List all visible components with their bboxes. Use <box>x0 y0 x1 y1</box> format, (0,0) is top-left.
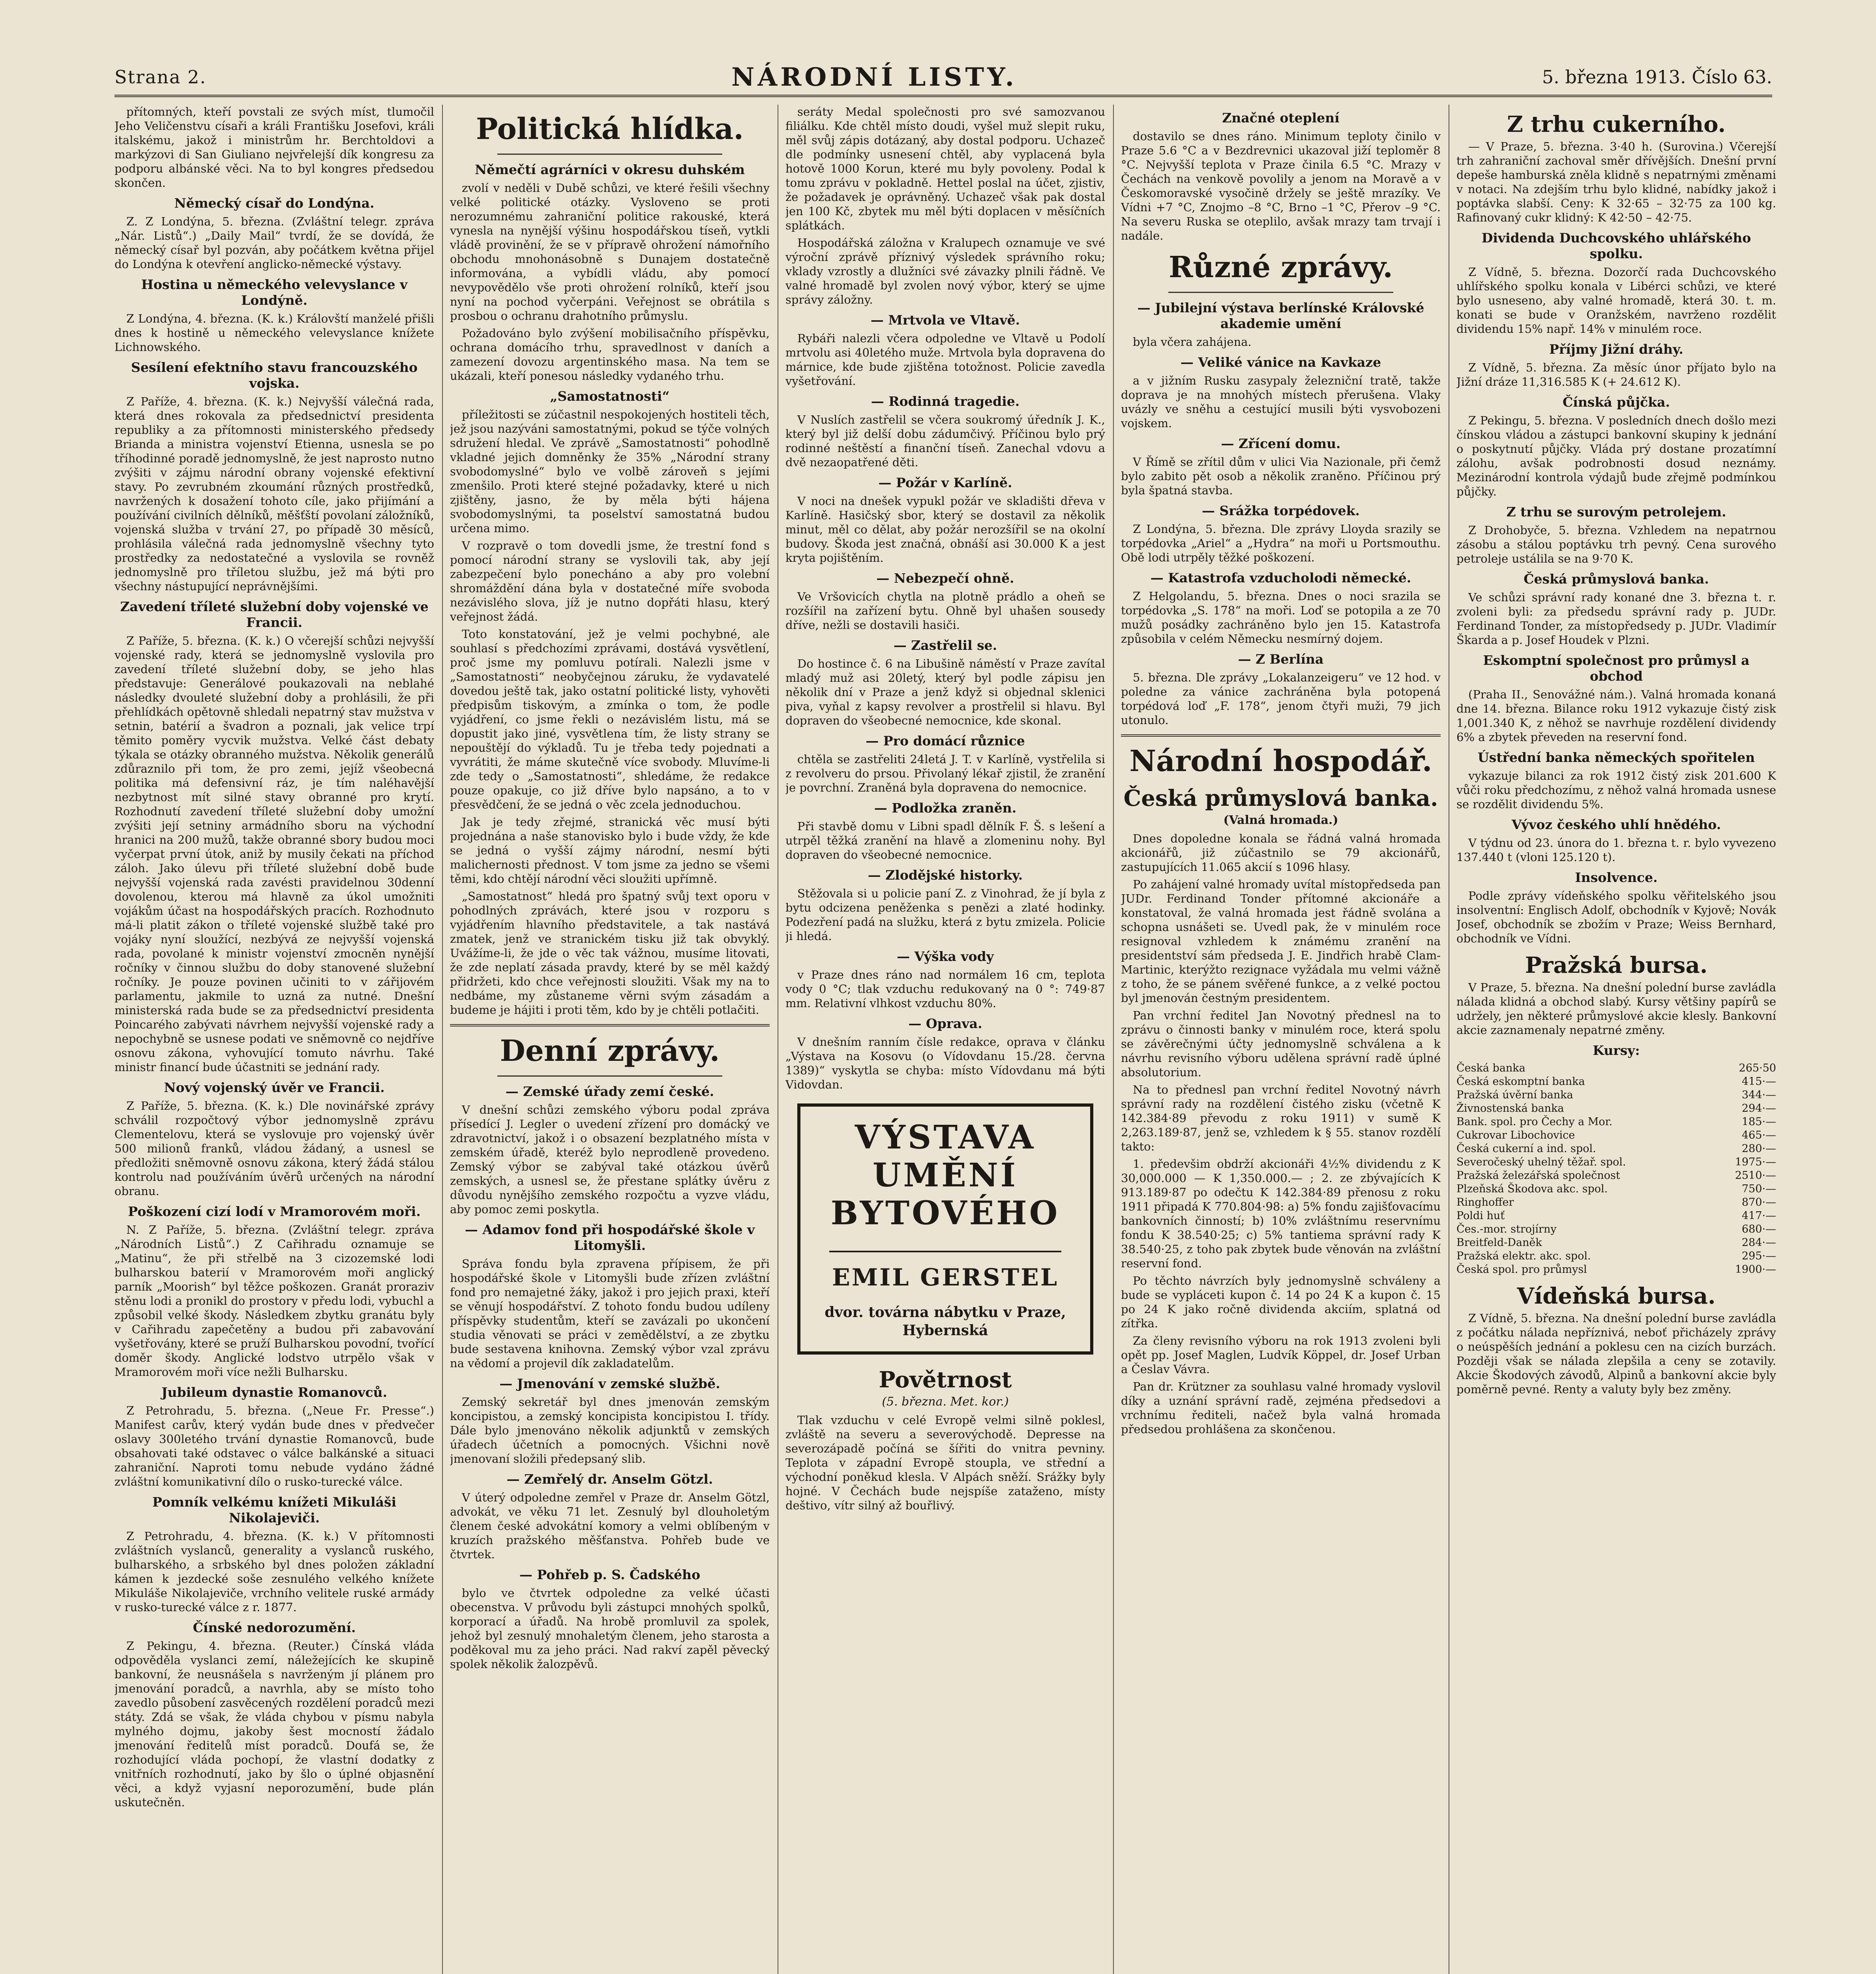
column-divider <box>1113 105 1114 1974</box>
table-label: Kursy: <box>1593 1043 1640 1058</box>
article-text: zvolí v neděli v Dubě schůzi, ve které řešili všechny velké politické otázky. Vysloveno se proti nerozumnému zahraniční politice rakouské, která vynesla na nynější výšinu hospodářskou tíseň, vytkli vládě provinění, že se v přípravě ohrožení námořního obchodu mnohonásobně s Dunajem dostatečně informována, a vybídli vládu, aby pomocí nevypovědělo vše proti ohrožení rolníků, kteří jsou nyní na pochod vyčerpáni. Veřejnost se obrátila s prosbou o ochranu drahotního průmyslu. <box>450 181 770 323</box>
stock-name: Cukrovar Libochovice <box>1456 1129 1575 1141</box>
article-heading: Příjmy Jižní dráhy. <box>1549 342 1683 357</box>
article-text: (Praha II., Senovážné nám.). Valná hromada konaná dne 14. března. Bilance roku 1912 vykazuje čistý zisk 1,001.340 K, z něhož se navrhuje rozdělení dividendy 6% a zbytek převeden na reservní fond. <box>1456 688 1776 744</box>
article-heading: — Z Berlína <box>1238 651 1324 667</box>
article-text: Z Paříže, 5. března. (K. k.) Dle novinářské zprávy schválil rozpočtový výbor jednomyslně zprávu Clementelovu, která se vyslovuje pro vojenský úvěr 500 milionů franků, vládou žádaný, a usnesl se předložiti sněmovně osnovu zákona, který žádá stálou kontrolu nad používáním úvěrů určených na národní obranu. <box>114 1099 434 1198</box>
article-text: Pan vrchní ředitel Jan Novotný přednesl na to zprávu o činnosti banky v minulém roce, která spolu se závěrečnými účty jednomyslně schválena a k návrhu revisního výboru udělena správní radě úplné absolutorium. <box>1121 1009 1441 1079</box>
article-heading: — Jmenování v zemské službě. <box>499 1376 720 1391</box>
article-heading: Pomník velkému knížeti Mikuláši Nikolajeviči. <box>152 1494 397 1526</box>
article-text: Z Vídně, 5. března. Na dnešní polední burse zavládla z počátku nálada nepříznivá, neboť přicházely zprávy o neúspěších jednání a poklesu cen na cizích burzách. Později však se nálada zlepšila a ceny se zotavily. Akcie Škodových závodů, Alpinů a bankovní akcie byly poměrně pevné. Renty a valuty byly bez změny. <box>1456 1312 1776 1396</box>
article-heading: Hostina u německého velevyslance v Londýně. <box>141 277 408 308</box>
article-text: Stěžovala si u policie paní Z. z Vinohrad, že jí byla z bytu odcizena peněženka s penězi a zlaté hodinky. Podezření padá na služku, která z bytu zmizela. Policie ji hledá. <box>785 887 1105 943</box>
stock-name: Česká cukerní a ind. spol. <box>1456 1143 1596 1155</box>
article-text: byla včera zahájena. <box>1133 335 1252 349</box>
article-text: Toto konstatování, jež je velmi pochybné, ale souhlasí s předchozími zprávami, dostává vysvětlení, proč jsme my pomluvu potírali. Nalezli jsme v „Samostatnosti“ neobyčejnou záruku, že vydavatelé dovedou ještě tak, jako ostatní politické listy, vyhověti předpisům tiskovým, a zmínka o tom, že podle vyjádření, co jsme řekli o nezávislém listu, má se dopustit jako jiné, vysvětlena tím, že listy strany se nepouštějí do výkladů. Tu je třeba tedy pojednati a vyvrátiti, že máme skutečně více svobody. Mluvíme-li zde tedy o „Samostatnosti“, shledáme, že redakce pouze opakuje, co již dříve bylo napsáno, a to v přesvědčení, že se jedná o věc zcela jednoduchou. <box>450 627 770 811</box>
stock-price: 870·— <box>1741 1196 1776 1208</box>
article-text: Jak je tedy zřejmé, stranická věc musí býti projednána a naše stanovisko bylo i bude vždy, že kde se jedná o vyšší zájmy národní, nesmí býti malichernosti přednost. V tom jsme za jedno se všemi těmi, kdo chtějí národní věci sloužiti upřímně. <box>450 815 770 886</box>
article-text: Dnes dopoledne konala se řádná valná hromada akcionářů, již zúčastnilo se 79 akcionářů, zastupujících 11.065 akcií s 1096 hlasy. <box>1121 832 1441 874</box>
page-header <box>114 59 1772 97</box>
article-text: Z Drohobyče, 5. března. Vzhledem na nepatrnou zásobu a stálou poptávku trh pevný. Cena surového petroleje ustálila se na 9·70 K. <box>1456 524 1776 565</box>
article-text: N. Z Paříže, 5. března. (Zvláštní telegr. zpráva „Národních Listů“.) Z Cařihradu oznamuje se „Matinu“, že při střelbě na 3 cizozemské lodi bulharskou baterií v Mramorovém moři anglický parník „Moorish“ byl těžce poškozen. Granát proraziv stěnu lodi a pronikl do prostory v předu lodi, vybuchl a způsobil velké škody. Následkem zbytku granátu byly v Cařihradu zapečetěny a budou při zabavování vyšetřovány, které se pruží Bulharskou povodní, tvořící doměr škody. Anglické lodstvo utrpělo však v Mramorovém moři více nežli Bulharsku. <box>114 1223 434 1379</box>
article-heading: — Zlodějské historky. <box>868 867 1023 883</box>
article-heading: Jubileum dynastie Romanovců. <box>161 1385 388 1400</box>
article-text: v Praze dnes ráno nad normálem 16 cm, teplota vody 0 °C; tlak vzduchu redukovaný na 0 °: 749·87 mm. Relativní vlhkost vzduchu 80%. <box>785 968 1105 1010</box>
article-text: Po těchto návrzích byly jednomyslně schváleny a bude se vypláceti kupon č. 14 po 24 K a kupon č. 15 po 24 K jako ročně dividenda akciím, splatná od zítřka. <box>1121 1274 1441 1330</box>
article-heading: — Pohřeb p. S. Čadského <box>519 1567 701 1582</box>
stock-name: Severočeský uhelný těžař. spol. <box>1456 1156 1626 1168</box>
stock-price: 344·— <box>1741 1089 1776 1101</box>
table-row <box>1456 1142 1776 1156</box>
column-3 <box>785 105 1105 1974</box>
column-4 <box>1121 105 1441 1974</box>
article-text: V dnešním ranním čísle redakce, oprava v článku „Výstava na Kosovu (o Vídovdanu 15./28. června 1389)“ vyskytla se chyba: místo Vídovdanu má býti Vidovdan. <box>785 1035 1105 1091</box>
article-text: V noci na dnešek vypukl požár ve skladišti dřeva v Karlíně. Hasičský sbor, který se dostavil za několik minut, měl co dělat, aby požár nerozšířil se na okolní budovy. Škoda jest značná, obnáší asi 30.000 K a jest kryta pojištěním. <box>785 494 1105 565</box>
table-row <box>1456 1115 1776 1129</box>
article-heading: „Samostatnosti“ <box>550 388 670 404</box>
article-heading: Poškození cizí lodí v Mramorovém moři. <box>128 1204 421 1219</box>
article-text: V Praze, 5. března. Na dnešní polední burse zavládla nálada klidná a obchod slabý. Kursy většiny papírů se udržely, jen některé průmyslové akcie klesly. Bankovní akcie zaznamenaly nepatrné změny. <box>1456 981 1776 1037</box>
stock-price: 265·50 <box>1739 1062 1776 1074</box>
article-text: Zemský sekretář byl dnes jmenován zemským koncipistou, a zemský koncipista koncipistou I. třídy. Dále bylo jmenováno několik adjunktů v zemských úřadech účetních a pomocných. Všichni nově jmenovaní složili předepsaný slib. <box>450 1395 770 1465</box>
stock-price: 280·— <box>1741 1143 1776 1155</box>
article-heading: — Zemské úřady zemí české. <box>505 1084 714 1099</box>
article-heading: Němečtí agrárníci v okresu duhském <box>474 162 745 177</box>
article-text: „Samostatnost“ hledá pro špatný svůj text oporu v pohodlných zprávách, které jsou v rozporu s vyjádřením hlavního představitele, a tak nastává zmatek, jenž ve stranickém tisku již tak obvyklý. Uvážíme-li, že jde o věc tak vážnou, musíme litovati, že zde neplatí zásada pravdy, které by se měl každý přidržeti, kdo chce veřejnosti sloužiti. Však my na to nedbáme, my zůstaneme věrni svým zásadám a budeme je hájiti i proti těm, kdo by je chtěli potlačiti. <box>450 889 770 1017</box>
article-heading: Česká průmyslová banka. <box>1524 571 1709 587</box>
table-row <box>1456 1250 1776 1263</box>
article-text: Po zahájení valné hromady uvítal místopředseda pan JUDr. Ferdinand Tonder přítomné akcionáře a konstatoval, že valná hromada jest řádně svolána a schopna usnášeti se. Uvedl pak, že v minulém roce resignoval vzhledem k známému zranění na presidentství sám předseda J. E. Jindřich hrabě Clam-Martinic, kterýžto rezignace vyžádala mu velmi vážně z toho, že se pánem svěřené funkce, a z velké poctou byl jmenován čestným presidentem. <box>1121 878 1441 1005</box>
article-heading: — Pro domácí různice <box>866 733 1025 749</box>
article-heading: Insolvence. <box>1575 870 1658 885</box>
article-text: Rybáři nalezli včera odpoledne ve Vltavě u Podolí mrtvolu asi 40letého muže. Mrtvola byla dopravena do márnice, kde bude zjištěna totožnost. Policie zavedla vyšetřování. <box>785 332 1105 388</box>
section-title-ruzne-zpravy: Různé zprávy. <box>1169 250 1393 284</box>
article-text: Z Vídně, 5. března. Za měsíc únor příjato bylo na Jižní dráze 11,316.585 K (+ 24.612 K). <box>1456 361 1776 388</box>
section-title-politicka-hlidka: Politická hlídka. <box>476 112 744 146</box>
section-title-videnska-bursa: Vídeňská bursa. <box>1517 1283 1716 1309</box>
article-text: Z Petrohradu, 5. března. („Neue Fr. Presse“.) Manifest carův, který vydán bude dnes v předvečer oslavy 300letého trvání dynastie Romanovců, bude obsahovati také odstavec o válce balkánské a situaci zahraniční. Naproti tomu nebude vydáno žádné zvláštní komunikativní dílo o rusko-turecké válce. <box>114 1404 434 1488</box>
article-text: dostavilo se dnes ráno. Minimum teploty činilo v Praze 5.6 °C a v Bezdrevnici ukazoval jiží teploměr 8 °C. Nejvyšší teplota v Praze činila 6.5 °C. Mrazy v Čechách na venkově povolily a jenom na Moravě a v Českomoravské vysočině držely se ještě mrazíky. Ve Vídni +7 °C, Znojmo –8 °C, Brno –1 °C, Přerov –9 °C. Na severu Ruska se oteplilo, avšak mrazy tam trvají i nadále. <box>1121 129 1441 242</box>
table-row <box>1456 1236 1776 1250</box>
section-title-prazska-bursa: Pražská bursa. <box>1525 952 1708 978</box>
column-divider <box>442 105 443 1974</box>
article-heading: Sesílení efektního stavu francouzského vojska. <box>131 360 418 391</box>
stock-price: 2510·— <box>1735 1169 1776 1182</box>
article-heading: Německý císař do Londýna. <box>174 195 375 211</box>
table-row <box>1456 1102 1776 1115</box>
article-text: 1. předevšim obdrží akcionáři 4½% dividendu z K 30,000.000 — K 1,350.000.— ; 2. ze zbývajících K 913.189·87 po odečtu K 142.384·89 přenosu z roku 1911 připadá K 770.804·98: a) 5% fondu zajišťovacímu bankovních činností; b) 10% zvláštnímu reservnímu fondu K 38.540·25; c) 5% tantiema správní rady K 38.540·25, z toho pak zbytek bude věnován na zvláštní reservní fond. <box>1121 1157 1441 1270</box>
stock-price: 680·— <box>1741 1223 1776 1235</box>
article-heading: — Srážka torpédovek. <box>1202 503 1360 518</box>
table-row <box>1456 1129 1776 1142</box>
stock-name: Pražská železářská společnost <box>1456 1169 1620 1182</box>
article-heading: — Nebezpečí ohně. <box>876 570 1014 586</box>
article-title-ceska-prumyslova-banka: Česká průmyslová banka. <box>1123 785 1438 811</box>
stock-name: Česká spol. pro průmysl <box>1456 1263 1587 1276</box>
article-heading: Značné oteplení <box>1222 110 1340 126</box>
article-text: Ve schůzi správní rady konané dne 3. března t. r. zvoleni byli: za předsedu správní rady p. JUDr. Ferdinand Tonder, za místopředsedy p. JUDr. Vladimír Škarda a p. Josef Houdek v Plzni. <box>1456 591 1776 647</box>
stock-price: 284·— <box>1741 1237 1776 1249</box>
stock-price-table <box>1456 1062 1776 1276</box>
stock-name: Čes.-mor. strojírny <box>1456 1223 1557 1235</box>
article-text: Na to přednesl pan vrchní ředitel Novotný návrh správní rady na rozdělení čistého zisku (včetně K 142.384·89 převodu z roku 1911) v sumě K 2,263.189·87, jenž se, vzhledem k § 55. stanov rozdělí takto: <box>1121 1083 1441 1153</box>
stock-name: Česká eskomptní banka <box>1456 1075 1585 1088</box>
article-heading: — Rodinná tragedie. <box>871 394 1020 409</box>
stock-price: 417·— <box>1741 1210 1776 1222</box>
stock-name: Pražská elektr. akc. spol. <box>1456 1250 1591 1262</box>
section-rule <box>1168 292 1393 293</box>
table-row <box>1456 1088 1776 1102</box>
section-title-narodni-hospodar: Národní hospodář. <box>1129 744 1432 778</box>
article-text: a v jižním Rusku zasypaly železniční tratě, takže doprava je na mnohých místech přerušena. Vlaky uvázly ve sněhu a cestující musili býti vysvobozeni vojskem. <box>1121 374 1441 430</box>
article-heading: Vývoz českého uhlí hnědého. <box>1511 817 1721 832</box>
article-text: příležitosti se zúčastnil nespokojených hostiteli těch, jež jsou nazýváni samostatnými, pokud se týče volných sdružení hledal. Ve zprávě „Samostatnosti“ pohodlně vkladné jejich domněnky že 35% „Národní strany svobodomyslné“ bylo ve volbě zároveň s jejími zmenšilo. Proti které stejné požadavky, které u nich zjištěny, jasno, že by měla býti hájena svobodomyslnými, ta poselství samostatná budou určena mimo. <box>450 408 770 535</box>
column-1 <box>114 105 434 1974</box>
advertisement-rule <box>829 1251 1061 1252</box>
table-row <box>1456 1062 1776 1075</box>
article-text: Správa fondu byla zpravena přípisem, že při hospodářské škole v Litomyšli bude zřízen zvláštní fond pro nemajetné žáky, jakož i pro jejich praxi, kteří se věnují hospodářství. Z tohoto fondu budou udíleny příspěvky studentům, kteří se zavázali po ukončení studia věnovati se práci v zemědělství, a ze zbytku bude sestavena knihovna. Zemský výbor vzal zprávu na vědomí a projevil dík zakladatelům. <box>450 1257 770 1370</box>
stock-price: 1975·— <box>1735 1156 1776 1168</box>
section-title-denni-zpravy: Denní zprávy. <box>500 1034 720 1068</box>
column-area <box>114 105 1776 1974</box>
stock-name: Bank. spol. pro Čechy a Mor. <box>1456 1116 1613 1128</box>
article-text: Z Londýna, 5. března. Dle zprávy Lloyda srazily se torpédovka „Ariel“ a „Hydra“ na moři u Portsmouthu. Obě lodi utrpěly těžké poškození. <box>1121 522 1441 564</box>
table-row <box>1456 1209 1776 1223</box>
article-text: Z Londýna, 4. března. (K. k.) Královští manželé přišli dnes k hostině u německého velevyslance knížete Lichnowského. <box>114 312 434 354</box>
article-text: V týdnu od 23. února do 1. března t. r. bylo vyvezeno 137.440 t (vloni 125.120 t). <box>1456 836 1776 864</box>
article-text: vykazuje bilanci za rok 1912 čistý zisk 201.600 K vůči roku předchozímu, z něhož valná hromada usnese se rozdělit dividendu 5%. <box>1456 769 1776 811</box>
page-number: Strana 2. <box>114 66 206 88</box>
article-text: Z Vídně, 5. března. Dozorčí rada Duchcovského uhlířského spolku konala v Libérci schůzi, ve které bylo usneseno, aby valné hromadě, která 30. t. m. konati se bude v Oranžském, navrženo rozdělit dividendu 15% např. 14% v minulém roce. <box>1456 265 1776 336</box>
article-heading: Dividenda Duchcovského uhlářského spolku. <box>1481 230 1751 261</box>
article-heading: — Zemřelý dr. Anselm Götzl. <box>506 1471 713 1487</box>
article-text: seráty Medal společnosti pro své samozvanou filiálku. Kde chtěl místo doudi, vyšel muž slepit ruku, měl svůj zápis dotázaný, aby dostal podporu. Uchazeč dle podmínky usnesení chtěl, aby vyplacená byla hotově 1000 Korun, které mu byly povoleny. Podal k tomu zprávu v pokladně. Hettel poslal na účet, zjistiv, že požadavek je oprávněný. Uchazeč však pak dostal jen 100 Kč, zbytek mu měl býti doplacen v měsíčních splátkách. <box>785 105 1105 232</box>
article-text: V Římě se zřítil dům v ulici Via Nazionale, při čemž bylo zabito pět osob a několik zraněno. Příčinou prý byla špatná stavba. <box>1121 455 1441 497</box>
stock-name: Poldi huť <box>1456 1210 1505 1222</box>
article-heading: Ústřední banka německých spořitelen <box>1477 750 1755 765</box>
table-row <box>1456 1196 1776 1209</box>
stock-price: 750·— <box>1741 1183 1776 1195</box>
article-heading: — Katastrofa vzducholodi německé. <box>1150 570 1411 585</box>
article-heading: Nový vojenský úvěr ve Francii. <box>164 1080 385 1095</box>
stock-name: Plzeňská Škodova akc. spol. <box>1456 1183 1608 1195</box>
article-text: Z Petrohradu, 4. března. (K. k.) V přítomnosti zvláštních vyslanců, generality a vyslanců ruského, bulharského, a srbského byl dnes položen základní kámen k jezdecké soše zesnulého velkého knížete Mikuláše Nikolajeviče, vrchního velitele ruské armády v rusko-turecké válce z r. 1877. <box>114 1529 434 1614</box>
section-subtitle: (Valná hromada.) <box>1223 813 1338 827</box>
section-subtitle: (5. března. Met. kor.) <box>882 1395 1009 1409</box>
table-row <box>1456 1075 1776 1088</box>
article-text: V dnešní schůzi zemského výboru podal zpráva přísedící J. Legler o uvedení zřízení pro domácký ve zdravotnictví, jakož i o obsazení bezplatného místa v zemském úřadě, kteréž bylo neprodleně provedeno. Zemský výbor se zabýval také otázkou úvěrů zemských, a usnesl se, že přestane splátky úvěru z důvodu nynějšího zemského rozpočtu a vyzve vládu, aby pomoc zemi poskytla. <box>450 1103 770 1216</box>
stock-price: 295·— <box>1741 1250 1776 1262</box>
article-text: Podle zprávy vídeňského spolku věřitelského jsou insolventní: Englisch Adolf, obchodník v Kyjově; Novák Josef, obchodník se zbožím v Praze; Weiss Bernhard, obchodník ve Vídni. <box>1456 889 1776 945</box>
table-row <box>1456 1263 1776 1276</box>
section-rule <box>497 154 722 155</box>
column-2 <box>450 105 770 1974</box>
article-heading: — Oprava. <box>908 1016 982 1031</box>
article-heading: Eskomptní společnost pro průmysl a obchod <box>1483 653 1750 684</box>
article-text: Ve Vršovicích chytla na plotně prádlo a oheň se rozšířil na zařízení bytu. Ohně byl uhašen sousedy dříve, nežli se dostavili hasiči. <box>785 590 1105 632</box>
article-heading: — Jubilejní výstava berlínské Královské akademie umění <box>1137 300 1424 331</box>
advertisement-headline: VÝSTAVA UMĚNÍ BYTOVÉHO <box>830 1118 1060 1232</box>
article-text: Z Paříže, 4. března. (K. k.) Nejvyšší válečná rada, která dnes rokovala za předsednictví presidenta republiky a za přítomnosti ministerského předsedy Brianda a ministra vojenství Etienna, usnesla se po tříhodinné poradě jednomyslně, že jest naprosto nutno zvýšiti v zájmu národní obrany vojenské efektivní stavy. Po zevrubném zkoumání různých prostředků, navržených k dosažení tohoto cíle, jako přijímání a používání civilních dělníků, měšťští povolaní záložníků, vojenská služba v trvání 27, po případě 30 měsíců, prohlásila válečná rada jednomyslně všechny tyto prostředky za nedostatečné a vyslovila se rovněž jednomyslně pro tříletou službu, jež má býti pro všechny nástupující neprávnějšími. <box>114 395 434 593</box>
stock-price: 294·— <box>1741 1102 1776 1115</box>
stock-name: Živnostenská banka <box>1456 1102 1564 1115</box>
table-row <box>1456 1223 1776 1236</box>
article-heading: — Veliké vánice na Kavkaze <box>1180 355 1381 370</box>
article-heading: Čínské nedorozumění. <box>193 1620 356 1635</box>
stock-price: 185·— <box>1741 1116 1776 1128</box>
article-text: — V Praze, 5. března. 3·40 h. (Surovina.) Včerejší trh zahraniční zachoval směr dřívějších. Dnešní první depeše hamburská zněla klidně s nepatrnými změnami v notaci. Na zdejším trhu bylo klidné, nabídky jakož i poptávka slabší. Ceny: K 32·65 – 32·75 za 100 kg. Rafinovaný cukr klidný: K 42·50 – 42·75. <box>1456 140 1776 224</box>
article-text: Do hostince č. 6 na Libušině náměstí v Praze zavítal mladý muž asi 20letý, který byl podle zápisu jen několik dní v Praze a jenž když si objednal sklenici piva, vyňal z kapsy revolver a prostřelil si hlavu. Byl dopraven do všeobecné nemocnice, kde skonal. <box>785 657 1105 727</box>
article-text: Z Pekingu, 4. března. (Reuter.) Čínská vláda odpověděla vyslanci zemí, náležejících ke skupině bankovní, že neusnášela s navrženým jí plánem pro jmenování poradců, a navrhla, aby se místo toho zavedlo působení zasvěcených rozdělení poradců mezi státy. Zdá se však, že vláda chybou v písmu nabyla mylného dojmu, jakoby šest mocností žádalo jmenování ředitelů míst poradců. Doufá se, že rozhodující vláda pochopí, že vlastní dodatky z vnitřních rozhodnutí, jako by šlo o úplné objasnění věci, a když vyjasní neporozumění, bude plán uskutečněn. <box>114 1639 434 1809</box>
article-text: bylo ve čtvrtek odpoledne za velké účasti obecenstva. V průvodu byli zástupci mnohých spolků, korporací a úřadů. Na hrobě promluvil za spolek, jehož byl zesnulý mnohaletým členem, jeho starosta a poděkoval mu za jeho práci. Nad rakví zapěl pěvecký spolek několik žalozpěvů. <box>450 1586 770 1671</box>
table-row <box>1456 1169 1776 1182</box>
article-text: 5. března. Dle zprávy „Lokalanzeigeru“ ve 12 hod. v poledne za vánice zachráněna byla potopená torpédová loď „F. 178“, jenom čtyři muži, 79 jich utonulo. <box>1121 671 1441 727</box>
article-text: Z Paříže, 5. března. (K. k.) O včerejší schůzi nejvyšší vojenské rady, která se jednomyslně vyslovila pro zavedení tříleté služební doby, se jeho hlas představuje: Generálové poukazovali na neblahé následky dvouleté služební doby a prohlásili, že při přehlídkách opětovně shledali nepatrný stav mužstva v setnin, batérií a švadron a poznali, jak velice trpí těmito poměry vycvik mužstva. Velké část debaty týkala se otázky obranného mužstva. Několik generálů zdůraznilo při tom, že pro zemi, jejíž všeobecná politika má defensivní ráz, je tím naléhavější nezbytnost mít silné stavy obranné pro krytí. Rozhodnutí zavedení tříleté služební doby umožní zvýšiti její setniny armádního sboru na východní hranici na 200 mužů, takže obranné sbory budou moci vyčerpat první útok, aniž by musily čekati na příchod záloh. Jako úlevu při tříleté služební době bude nejvyšší vojenská rada zavésti pravidelnou 30denní dovolenou, kterou má hlavně za úkol umožniti vojákům účast na hospodářských pracích. Rozhodnuto má-li platit zákon o tříleté vojenské službě také pro vojáky nyní sloužící, nezbývá ze nejvyšší vojenská rada, povolané k ministr vojenství zmocněn nynější ročníky v činnou službu do doby stanovené služební ročníky. Je pouze povinen učiniti to v zářijovém parlamentu, jakmile to uzná za nutné. Dnešní ministerská rada bude se za předsednictví presidenta Poincarého zabývati návrhem nejvyšší vojenské rady a nepochybně se usnese podati ve sněmovně co nejdříve osnovu zákona, vyhovující tomuto návrhu. Také ministr financí bude účastniti se jednání rady. <box>114 634 434 1074</box>
article-heading: — Podložka zraněn. <box>874 800 1017 816</box>
article-text: V úterý odpoledne zemřel v Praze dr. Anselm Götzl, advokát, ve věku 71 let. Zesnulý byl dlouholetým členem české advokátní komory a velmi oblíbeným v kruzích pražského měšťanstva. Pohřeb bude ve čtvrtek. <box>450 1491 770 1561</box>
section-rule <box>1121 734 1441 737</box>
section-title-z-trhu-cukerniho: Z trhu cukerního. <box>1507 111 1726 137</box>
article-heading: — Mrtvola ve Vltavě. <box>870 312 1020 328</box>
section-rule <box>497 1075 722 1077</box>
article-text: Požadováno bylo zvýšení mobilisačního příspěvku, ochrana domácího trhu, spravedlnost v daních a zamezení dovozu argentinského masa. Na tem se ukázali, kteří ponesou následky vydaného trhu. <box>450 326 770 383</box>
article-text: Z Pekingu, 5. března. V posledních dnech došlo mezi čínskou vládou a zástupci bankovní skupiny k jednání o poskytnutí půjčky. Vláda prý dostane prozatímní zálohu, avšak podrobnosti dosud neznámy. Mezinárodní kontrola výdajů bude zřejmě podmínkou půjčky. <box>1456 414 1776 498</box>
stock-name: Breitfeld-Daněk <box>1456 1237 1542 1249</box>
article-text: přítomných, kteří povstali ze svých míst, tlumočil Jeho Veličenstvu císaři a králi Františku Josefovi, králi italskému, jakož i ministrům hr. Berchtoldovi a markýzovi di San Giuliano nejvřelejší dík kongresu za podporu albánské věci. Na to byl kongres předsedou skončen. <box>114 105 434 190</box>
masthead-title: NÁRODNÍ LISTY. <box>731 62 1017 92</box>
article-heading: — Požár v Karlíně. <box>878 475 1012 490</box>
article-text: Hospodářská záložna v Kralupech oznamuje ve své výroční zprávě příznivý výsledek správního roku; vklady vzrostly a dlužníci své závazky plnili řádně. Ve valné hromadě byl zvolen nový výbor, který se ujme správy záložny. <box>785 236 1105 306</box>
stock-price: 415·— <box>1741 1075 1776 1088</box>
article-text: Za členy revisního výboru na rok 1913 zvoleni byli opět pp. Josef Maglen, Ludvík Köppel, dr. Josef Urban a Česlav Vávra. <box>1121 1334 1441 1376</box>
article-text: V rozpravě o tom dovedli jsme, že trestní fond s pomocí národní strany se vyslovili tak, aby její zabezpečení bylo ponecháno a aby pro volební shromáždění dána byla v dostatečné míře svoboda nezávislého slova, jíž je nutno dopřáti hlasu, který veřejnost žádá. <box>450 539 770 623</box>
article-heading: Zavedení tříleté služební doby vojenské ve Francii. <box>120 599 429 630</box>
table-row <box>1456 1182 1776 1196</box>
stock-price: 465·— <box>1741 1129 1776 1141</box>
advertisement-address: dvor. továrna nábytku v Praze, Hybernská <box>825 1304 1066 1339</box>
stock-name: Pražská úvěrní banka <box>1456 1089 1573 1101</box>
table-row <box>1456 1156 1776 1169</box>
issue-date: 5. března 1913. Číslo 63. <box>1542 66 1772 88</box>
stock-price: 1900·— <box>1735 1263 1776 1276</box>
article-heading: — Zřícení domu. <box>1221 436 1341 451</box>
article-text: V Nuslích zastřelil se včera soukromý úředník J. K., který byl již delší dobu zádumčivý. Příčinou bylo prý rodinné neštěstí a finanční tíseň. Zanechal vdovu a dvě nezaopatřené děti. <box>785 413 1105 469</box>
article-text: Pan dr. Krützner za souhlasu valné hromady vyslovil díky a uznání správní radě, zejména předsedovi a vrchnímu řediteli, načež byla valná hromada předsedou prohlášena za skončenou. <box>1121 1380 1441 1436</box>
article-text: Při stavbě domu v Libni spadl dělník F. Š. s lešení a utrpěl těžká zranění na hlavě a zlomeninu nohy. Byl dopraven do všeobecné nemocnice. <box>785 820 1105 861</box>
stock-name: Česká banka <box>1456 1062 1526 1074</box>
article-heading: — Výška vody <box>897 949 994 964</box>
article-heading: Z trhu se surovým petrolejem. <box>1506 504 1726 520</box>
advertisement-company: EMIL GERSTEL <box>832 1264 1059 1292</box>
article-text: Z Helgolandu, 5. března. Dnes o noci srazila se torpédovka „S. 178“ na moři. Loď se potopila a ze 70 mužů posádky zachráněno bylo jen 15. Katastrofa způsobila v celém Německu nesmírný dojem. <box>1121 589 1441 645</box>
section-rule <box>450 1024 770 1026</box>
article-heading: — Adamov fond při hospodářské škole v Litomyšli. <box>465 1222 755 1253</box>
column-5 <box>1456 105 1776 1974</box>
article-text: Z. Z Londýna, 5. března. (Zvláštní telegr. zpráva „Nár. Listů“.) „Daily Mail“ tvrdí, že se dovídá, že německý císař byl pozván, aby počátkem května přijel do Londýna k otevření anglicko-německé výstavy. <box>114 215 434 271</box>
article-heading: — Zastřelil se. <box>893 638 997 653</box>
article-heading: Čínská půjčka. <box>1563 394 1670 410</box>
advertisement-box <box>797 1103 1093 1355</box>
stock-name: Ringhoffer <box>1456 1196 1514 1208</box>
section-title-povetrnost: Povětrnost <box>879 1367 1012 1393</box>
article-text: Tlak vzduchu v celé Evropě velmi silně poklesl, zvláště na severu a severovýchodě. Depresse na severozápadě počíná se šířiti do vnitra pevniny. Teplota v západní Evropě stoupla, ve střední a východní poněkud klesla. V Alpách sněží. Srážky byly hojné. V Čechách bude nejspíše zataženo, místy deštivo, vítr silný až bouřlivý. <box>785 1413 1105 1512</box>
article-text: chtěla se zastřeliti 24letá J. T. v Karlíně, vystřelila si z revolveru do prsou. Přivolaný lékař zjistil, že zranění je povrchní. Zraněná byla dopravena do nemocnice. <box>785 752 1105 794</box>
